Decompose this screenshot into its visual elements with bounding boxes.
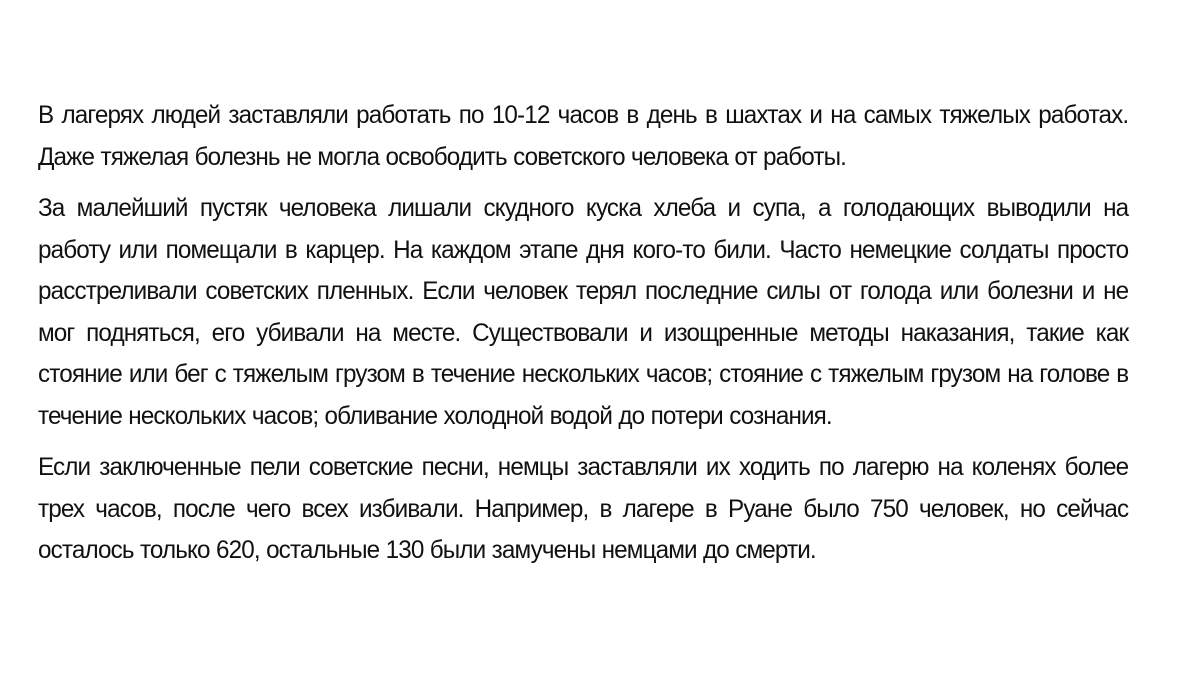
text-body bbox=[38, 95, 1128, 582]
paragraph-2: За малейший пустяк человека лишали скудного куска хлеба и супа, а голодающих выводили на работу или помещали в карцер. На каждом этапе дня кого-то били. Часто немецкие солдаты просто расстреливали советских пленных. Если человек терял последние силы от голода или болезни и не мог подняться, его убивали на месте. Существовали и изощренные методы наказания, такие как стояние или бег с тяжелым грузом в течение нескольких часов; стояние с тяжелым грузом на голове в течение нескольких часов; обливание холодной водой до потери сознания. bbox=[38, 194, 1129, 430]
paragraph-1: В лагерях людей заставляли работать по 10-12 часов в день в шахтах и на самых тяжелых работах. Даже тяжелая болезнь не могла освободить советского человека от работы. bbox=[38, 101, 1129, 171]
paragraph-3: Если заключенные пели советские песни, немцы заставляли их ходить по лагерю на коленях более трех часов, после чего всех избивали. Например, в лагере в Руане было 750 человек, но сейчас осталось только 620, остальные 130 были замучены немцами до смерти. bbox=[38, 453, 1129, 564]
